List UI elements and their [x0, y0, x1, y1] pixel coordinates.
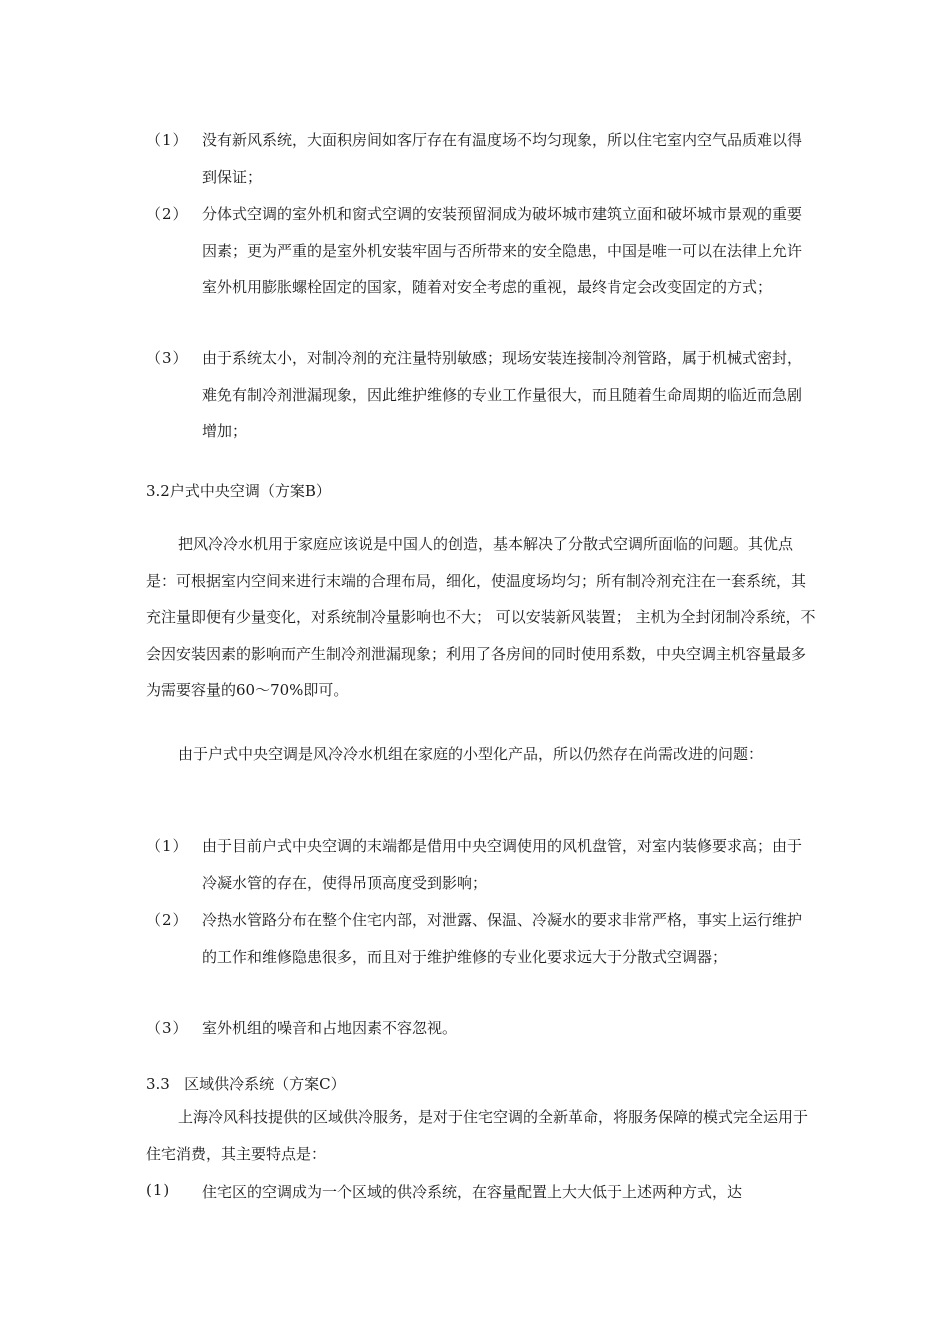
section-3-2-paragraph-1: 把风冷冷水机用于家庭应该说是中国人的创造，基本解决了分散式空调所面临的问题。其优点是：可根据室内空间来进行末端的合理布局，细化，使温度场均匀；所有制冷剂充注在一套系统，其充注量即便有少量变化，对系统制冷量影响也不大； 可以安装新风装置； 主机为全封闭制冷系统，不会因安装因素的影响而产生制冷剂泄漏现象；利用了各房间的同时使用系数，中央空调主机容量最多为需要容量的60～70%即可。	[146, 535, 816, 699]
list-item-text: 分体式空调的室外机和窗式空调的安装预留洞成为破坏城市建筑立面和破坏城市景观的重要因素；更为严重的是室外机安装牢固与否所带来的安全隐患，中国是唯一可以在法律上允许室外机用膨胀螺栓固定的国家，随着对安全考虑的重视，最终肯定会改变固定的方式；	[202, 205, 803, 296]
list-item-text: 没有新风系统，大面积房间如客厅存在有温度场不均匀现象，所以住宅室内空气品质难以得到保证；	[202, 131, 803, 186]
list-number: (1)	[146, 1181, 171, 1199]
list1-item-3	[146, 340, 816, 450]
list-item-text: 室外机组的噪音和占地因素不容忽视。	[202, 1019, 458, 1037]
list-number: （1）	[146, 837, 189, 855]
section-3-3-paragraph-1: 上海冷风科技提供的区域供冷服务，是对于住宅空调的全新革命，将服务保障的模式完全运用于住宅消费，其主要特点是：	[146, 1108, 809, 1163]
list2-item-2	[146, 902, 816, 1012]
section-heading-3-3: 3.3 区域供冷系统（方案C）	[146, 1075, 346, 1093]
section-heading-3-2: 3.2户式中央空调（方案B）	[146, 482, 331, 500]
list-number: （2）	[146, 911, 189, 929]
list-number: （3）	[146, 1019, 189, 1037]
section-3-2-paragraph-2: 由于户式中央空调是风冷冷水机组在家庭的小型化产品，所以仍然存在尚需改进的问题：	[178, 745, 764, 763]
list-item-text: 由于系统太小，对制冷剂的充注量特别敏感；现场安装连接制冷剂管路，属于机械式密封，难免有制冷剂泄漏现象，因此维护维修的专业工作量很大，而且随着生命周期的临近而急剧增加；	[202, 349, 803, 440]
list1-item-2	[146, 196, 816, 346]
list-item-text: 住宅区的空调成为一个区域的供冷系统，在容量配置上大大低于上述两种方式，达	[202, 1183, 743, 1201]
list1-item-1	[146, 122, 816, 197]
list-number: （3）	[146, 349, 189, 367]
section-3-3-item-1	[146, 1174, 816, 1212]
list-item-text: 由于目前户式中央空调的末端都是借用中央空调使用的风机盘管，对室内装修要求高；由于冷凝水管的存在，使得吊顶高度受到影响；	[202, 837, 803, 892]
list2-item-3	[146, 1010, 816, 1048]
list-item-text: 冷热水管路分布在整个住宅内部，对泄露、保温、冷凝水的要求非常严格，事实上运行维护的工作和维修隐患很多，而且对于维护维修的专业化要求远大于分散式空调器；	[202, 911, 803, 966]
list-number: （2）	[146, 205, 189, 223]
list-number: （1）	[146, 131, 189, 149]
list2-item-1	[146, 828, 816, 903]
